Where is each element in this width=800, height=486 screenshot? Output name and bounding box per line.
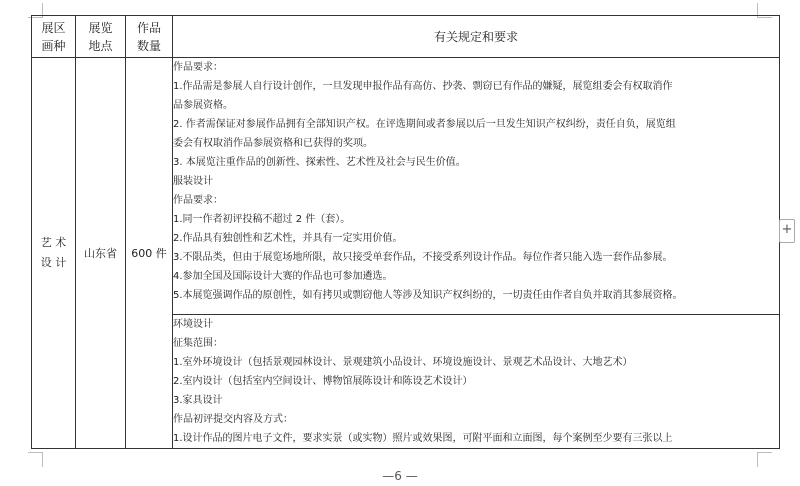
location-cell: 山东省 — [76, 58, 126, 449]
text-line: 委会有权取消作品参展资格和已获得的奖项。 — [173, 138, 373, 149]
crop-mark-bottom-right — [757, 452, 772, 467]
text-line: 征集范围： — [173, 338, 223, 349]
text-line: 3.不限品类，但由于展览场地所限，故只接受单套作品，不接受系列设计作品。每位作者只能入选一套作品参展。 — [173, 252, 673, 263]
area-cell: 艺 术 设 计 — [32, 58, 76, 449]
page-number: —6 — — [382, 469, 418, 483]
header-requirements: 有关规定和要求 — [173, 16, 780, 58]
text-line: 1.同一作者初评投稿不超过 2 件（套）。 — [173, 214, 351, 225]
requirements-table — [31, 15, 780, 449]
text-line: 作品要求： — [173, 195, 223, 206]
text-line: 4.参加全国及国际设计大赛的作品也可参加遴选。 — [173, 271, 393, 282]
text-line: 5.本展览强调作品的原创性，如有拷贝或剽窃他人等涉及知识产权纠纷的，一切责任由作者自负并取消其参展资格。 — [173, 290, 683, 301]
text-line: 2.室内设计（包括室内空间设计、博物馆展陈设计和陈设艺术设计） — [173, 376, 473, 387]
text-line: 2. 作者需保证对参展作品拥有全部知识产权。在评选期间或者参展以后一旦发生知识产权纠纷，责任自负，展览组 — [173, 119, 676, 130]
section-title-fashion: 服装设计 — [173, 176, 213, 187]
requirements-block-general — [173, 58, 780, 315]
table-row — [32, 58, 780, 315]
expand-button[interactable]: + — [779, 219, 795, 243]
section-title-environment: 环境设计 — [173, 319, 213, 330]
requirements-block-environment — [173, 315, 780, 449]
header-count: 作品 数量 — [126, 16, 173, 58]
header-area: 展区 画种 — [32, 16, 76, 58]
text-line: 1.设计作品的图片电子文件，要求实景（或实物）照片或效果图，可附平面和立面图，每个案例至少要有三张以上 — [173, 433, 673, 444]
text-line: 1.室外环境设计（包括景观园林设计、景观建筑小品设计、环境设施设计、景观艺术品设计、大地艺术） — [173, 357, 633, 368]
count-cell: 600 件 — [126, 58, 173, 449]
text-line: 作品初评提交内容及方式： — [173, 414, 293, 425]
crop-mark-bottom-left — [28, 452, 43, 467]
header-location: 展览 地点 — [76, 16, 126, 58]
table-header-row — [32, 16, 780, 58]
text-line: 作品要求： — [173, 62, 223, 73]
text-line: 品参展资格。 — [173, 100, 233, 111]
text-line: 3. 本展览注重作品的创新性、探索性、艺术性及社会与民生价值。 — [173, 157, 466, 168]
text-line: 1.作品需是参展人自行设计创作，一旦发现申报作品有高仿、抄袭、剽窃已有作品的嫌疑，展览组委会有权取消作 — [173, 81, 673, 92]
text-line: 3.家具设计 — [173, 395, 223, 406]
text-line: 2.作品具有独创性和艺术性，并具有一定实用价值。 — [173, 233, 403, 244]
